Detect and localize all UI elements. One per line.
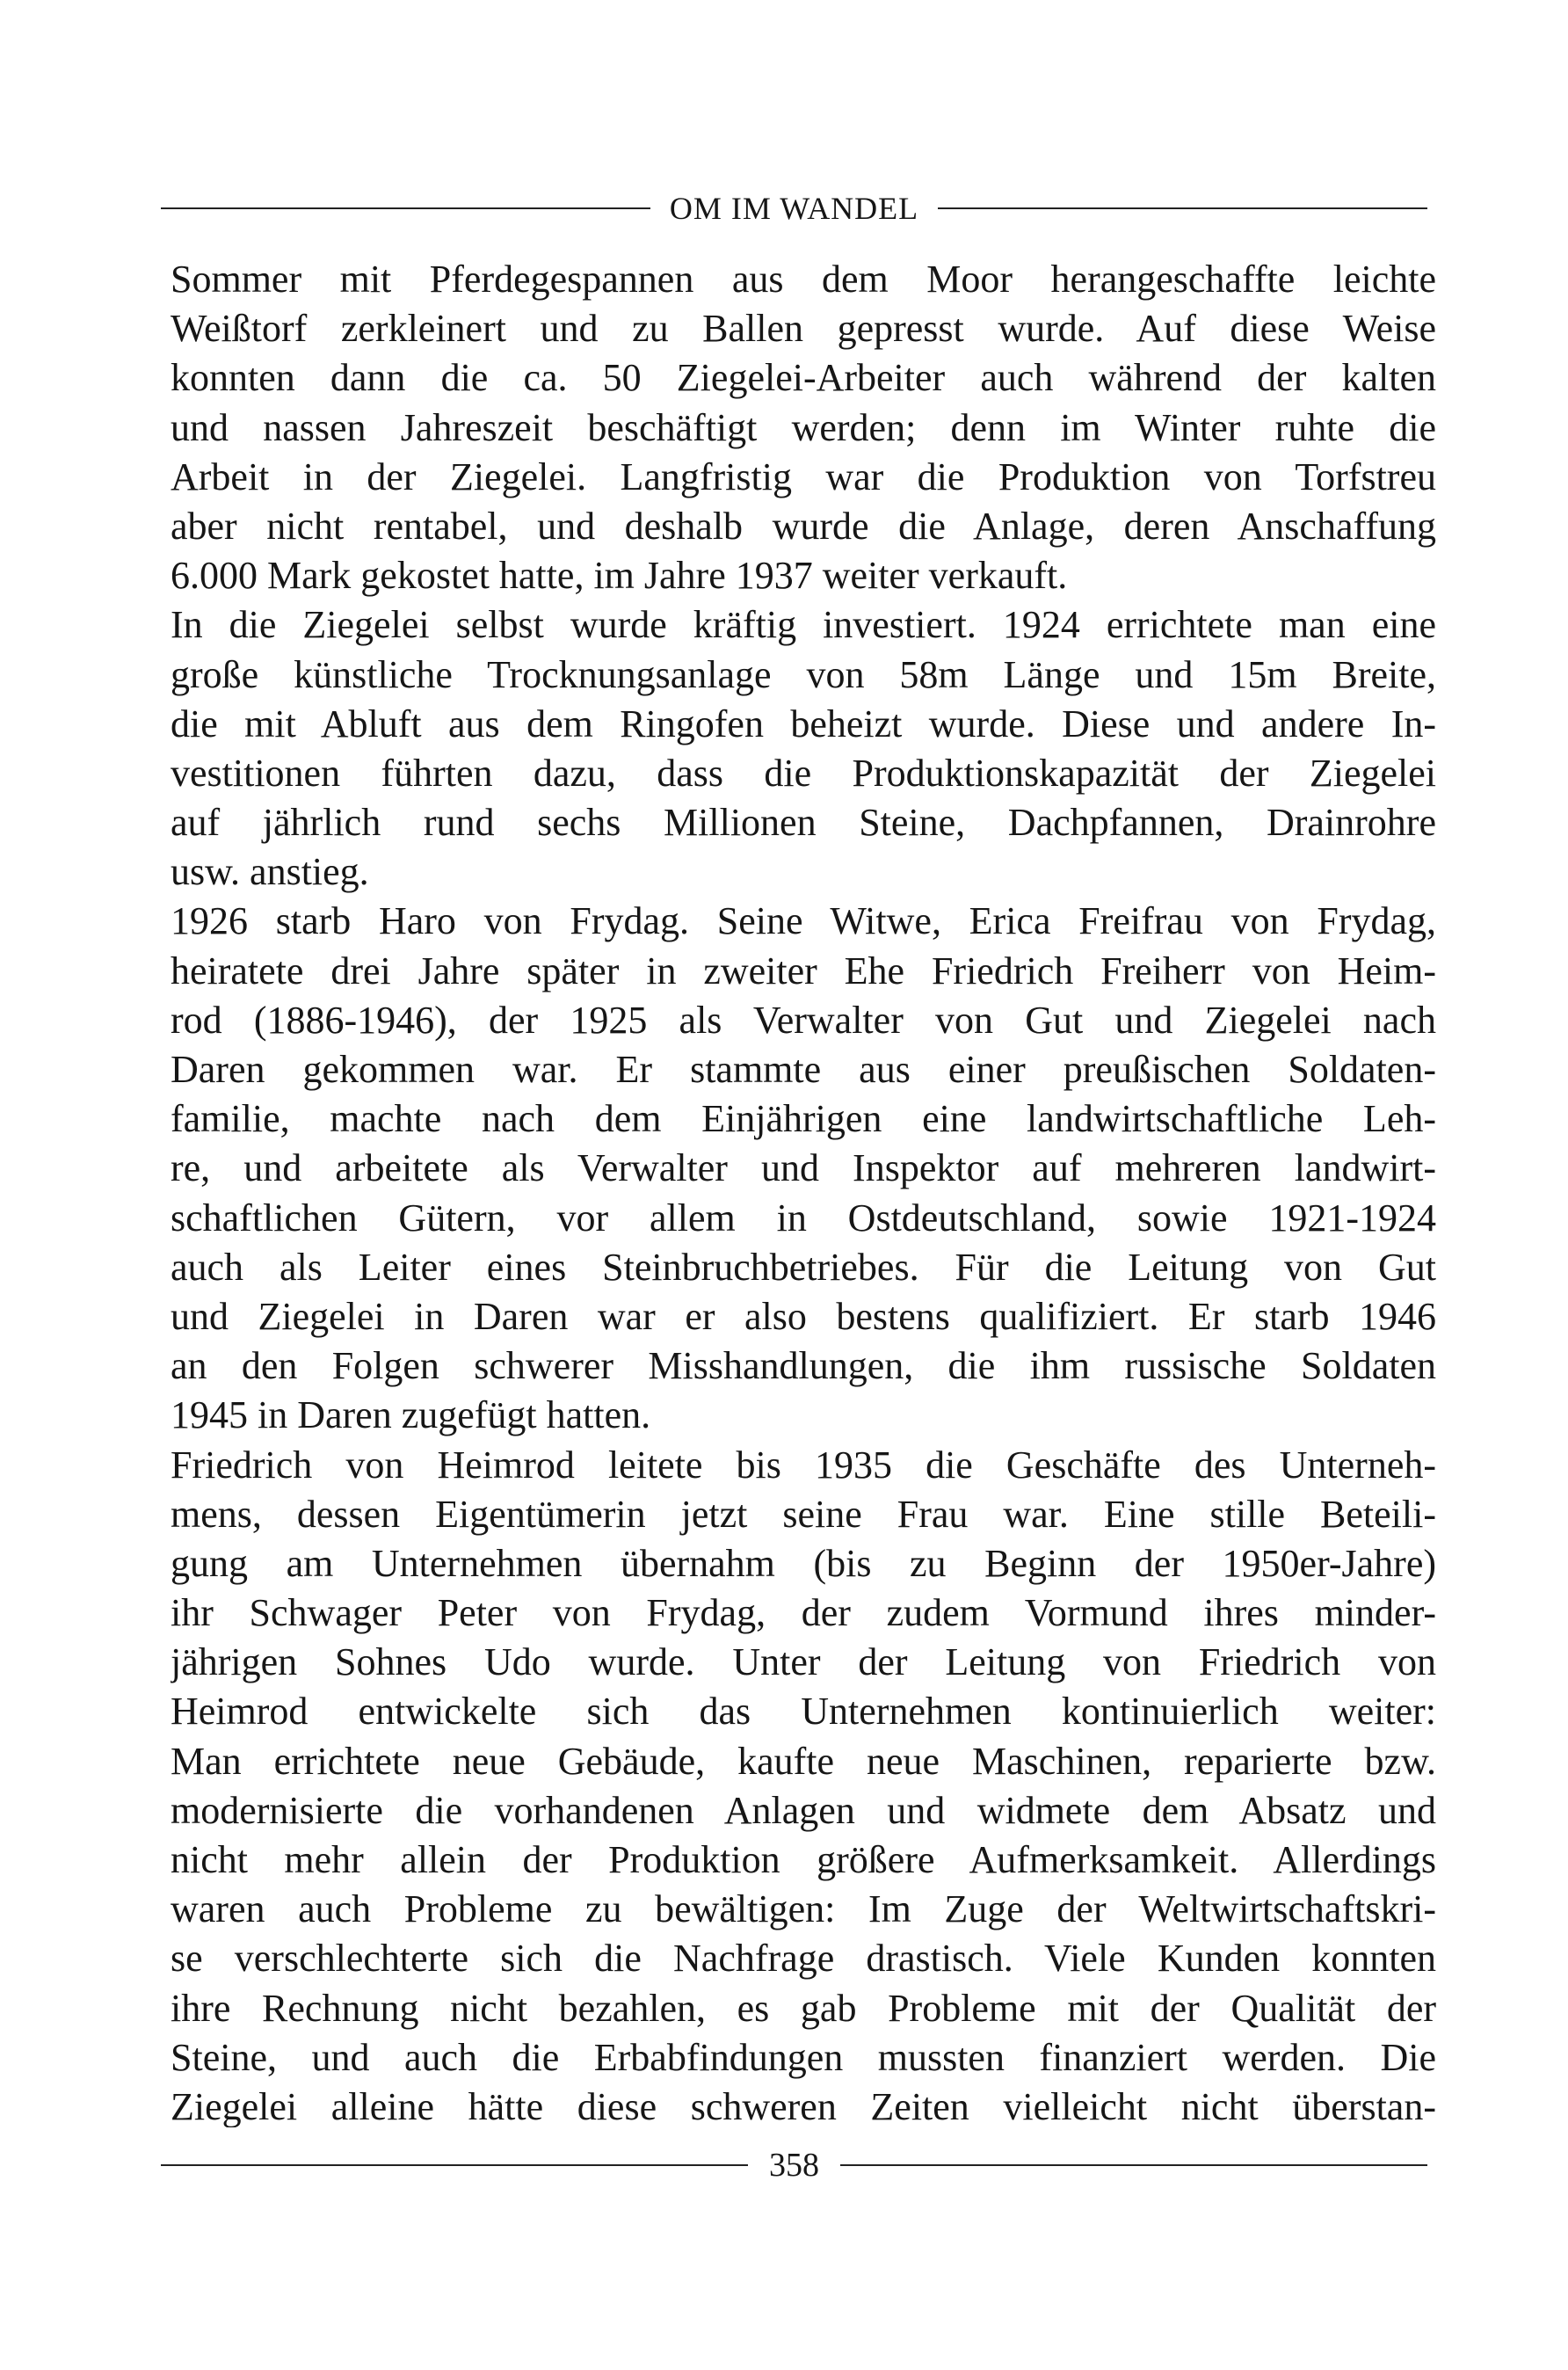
running-header xyxy=(161,186,1427,230)
text-line: In die Ziegelei selbst wurde kräftig investiert. 1924 errichtete man eine xyxy=(171,603,1436,647)
header-rule-left xyxy=(161,207,650,209)
text-line: die mit Abluft aus dem Ringofen beheizt wurde. Diese und andere In- xyxy=(171,702,1436,745)
text-line: se verschlechterte sich die Nachfrage drastisch. Viele Kunden konnten xyxy=(171,1937,1436,1981)
text-line: 1945 in Daren zugefügt hatten. xyxy=(171,1393,651,1437)
text-line: Steine, und auch die Erbabfindungen mussten finanziert werden. Die xyxy=(171,2035,1436,2079)
text-line: Sommer mit Pferdegespannen aus dem Moor herangeschaffte leichte xyxy=(171,258,1436,301)
text-line: Heimrod entwickelte sich das Unternehmen kontinuierlich weiter: xyxy=(171,1690,1436,1734)
text-line: Weißtorf zerkleinert und zu Ballen gepresst wurde. Auf diese Weise xyxy=(171,307,1436,351)
text-line: und nassen Jahreszeit beschäftigt werden; denn im Winter ruhte die xyxy=(171,405,1436,449)
header-rule-right xyxy=(938,207,1427,209)
text-line: konnten dann die ca. 50 Ziegelei-Arbeiter auch während der kalten xyxy=(171,356,1436,400)
text-line: Daren gekommen war. Er stammte aus einer preußischen Soldaten- xyxy=(171,1048,1436,1091)
text-line: heiratete drei Jahre später in zweiter Ehe Friedrich Freiherr von Heim- xyxy=(171,949,1436,992)
text-line: rod (1886-1946), der 1925 als Verwalter von Gut und Ziegelei nach xyxy=(171,998,1436,1042)
page-number: 358 xyxy=(769,2147,819,2184)
text-line: schaftlichen Gütern, vor allem in Ostdeutschland, sowie 1921-1924 xyxy=(171,1196,1436,1240)
text-line: ihre Rechnung nicht bezahlen, es gab Probleme mit der Qualität der xyxy=(171,1986,1436,2030)
text-line: nicht mehr allein der Produktion größere Aufmerksamkeit. Allerdings xyxy=(171,1838,1436,1881)
body-text xyxy=(171,255,1436,2127)
text-line: modernisierte die vorhandenen Anlagen und widmete dem Absatz und xyxy=(171,1788,1436,1832)
page-footer xyxy=(161,2143,1427,2187)
footer-rule-right xyxy=(840,2164,1427,2166)
text-line: und Ziegelei in Daren war er also bestens qualifiziert. Er starb 1946 xyxy=(171,1294,1436,1338)
text-line: vestitionen führten dazu, dass die Produktionskapazität der Ziegelei xyxy=(171,751,1436,795)
text-line: auf jährlich rund sechs Millionen Steine, Dachpfannen, Drainrohre xyxy=(171,801,1436,845)
text-line: 1926 starb Haro von Frydag. Seine Witwe, Erica Freifrau von Frydag, xyxy=(171,899,1436,943)
text-line: Ziegelei alleine hätte diese schweren Zeiten vielleicht nicht überstan- xyxy=(171,2084,1436,2127)
text-line: an den Folgen schwerer Misshandlungen, die ihm russische Soldaten xyxy=(171,1344,1436,1388)
text-line: auch als Leiter eines Steinbruchbetriebes. Für die Leitung von Gut xyxy=(171,1245,1436,1289)
text-line: 6.000 Mark gekostet hatte, im Jahre 1937 weiter verkauft. xyxy=(171,554,1068,598)
footer-rule-left xyxy=(161,2164,748,2166)
text-line: Friedrich von Heimrod leitete bis 1935 die Geschäfte des Unterneh- xyxy=(171,1443,1436,1487)
text-line: familie, machte nach dem Einjährigen eine landwirtschaftliche Leh- xyxy=(171,1097,1436,1141)
text-line: große künstliche Trocknungsanlage von 58m Länge und 15m Breite, xyxy=(171,652,1436,696)
text-line: usw. anstieg. xyxy=(171,850,369,894)
text-line: mens, dessen Eigentümerin jetzt seine Frau war. Eine stille Beteili- xyxy=(171,1492,1436,1536)
text-line: waren auch Probleme zu bewältigen: Im Zuge der Weltwirtschaftskri- xyxy=(171,1887,1436,1931)
text-line: Arbeit in der Ziegelei. Langfristig war die Produktion von Torfstreu xyxy=(171,454,1436,498)
text-line: Man errichtete neue Gebäude, kaufte neue Maschinen, reparierte bzw. xyxy=(171,1739,1436,1783)
text-line: jährigen Sohnes Udo wurde. Unter der Leitung von Friedrich von xyxy=(171,1640,1436,1684)
text-line: aber nicht rentabel, und deshalb wurde die Anlage, deren Anschaffung xyxy=(171,504,1436,548)
text-line: re, und arbeitete als Verwalter und Inspektor auf mehreren landwirt- xyxy=(171,1146,1436,1190)
text-line: ihr Schwager Peter von Frydag, der zudem Vormund ihres minder- xyxy=(171,1591,1436,1635)
running-title: OM IM WANDEL xyxy=(669,191,919,226)
text-line: gung am Unternehmen übernahm (bis zu Beginn der 1950er-Jahre) xyxy=(171,1541,1436,1585)
